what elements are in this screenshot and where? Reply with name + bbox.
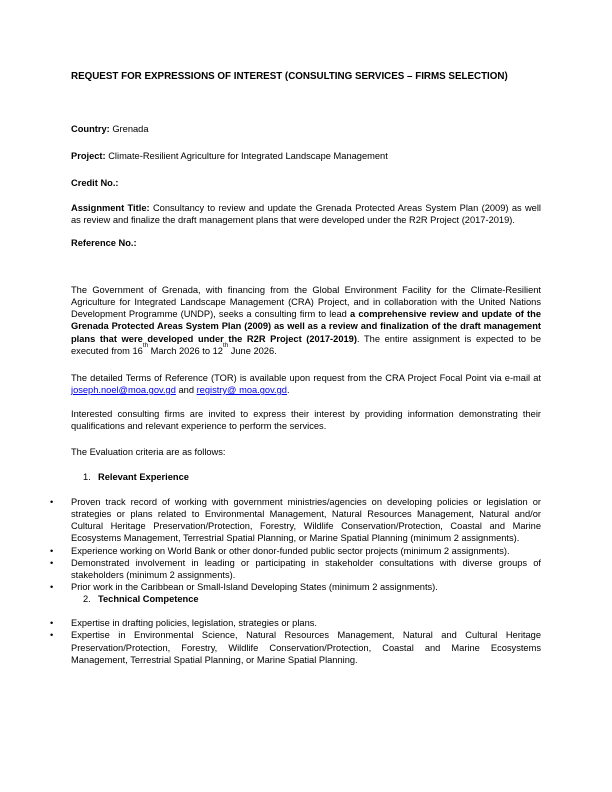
assignment-title-label: Assignment Title: — [71, 203, 150, 214]
bullet-icon: • — [50, 545, 54, 556]
intro-text-before: The Government of Grenada, with financing from the Global Environment Facility for the Climate-Resilient Agriculture for Integrated Landscape Management (CRA) Project, and in collaboration with the United Nations Development Programme (UNDP), seeks a consulting firm to lead — [71, 284, 541, 320]
field-credit-no — [71, 177, 541, 189]
section-heading-technical-competence — [71, 593, 541, 605]
project-label: Project: — [71, 151, 106, 162]
intro-text-mid: March 2026 to 12 — [148, 345, 223, 356]
project-value: Climate-Resilient Agriculture for Integrated Landscape Management — [108, 151, 388, 162]
field-reference-no — [71, 237, 541, 249]
section-title: Relevant Experience — [98, 471, 189, 482]
list-item-text: Expertise in drafting policies, legislation, strategies or plans. — [71, 618, 317, 629]
email-link-registry[interactable]: registry@ moa.gov.gd — [196, 385, 287, 396]
ordinal-suffix: th — [222, 341, 229, 349]
bullet-icon: • — [50, 557, 54, 568]
intro-text-after: . The entire assignment is expected to be executed from 16 — [71, 333, 541, 356]
document-title: REQUEST FOR EXPRESSIONS OF INTEREST (CONSULTING SERVICES – FIRMS SELECTION) — [71, 71, 508, 82]
reference-no-label: Reference No.: — [71, 237, 137, 248]
ordinal-suffix: th — [142, 341, 149, 349]
tor-text-between: and — [175, 385, 197, 396]
list-item-text: Proven track record of working with government ministries/agencies on developing policies or legislation or strategies or plans related to Environmental Management, Natural Resources Management, Natural and/or Cultural Heritage Preservation/Protection, Forestry, Wildlife Conservation/Protection, Coastal and Marine Ecosystems Management, Terrestrial Spatial Planning, or Marine Spatial Planning (minimum 2 assignments). — [71, 496, 541, 544]
list-item-text: Expertise in Environmental Science, Natural Resources Management, Natural and Cultural Heritage Preservation/Protection, Forestry, Wildlife Conservation/Protection, Coastal and Marine Ecosystems Management, Terrestrial Spatial Planning, or Marine Spatial Planning. — [71, 630, 541, 665]
list-item — [50, 496, 541, 545]
field-assignment-title — [71, 202, 541, 226]
interest-paragraph: Interested consulting firms are invited to express their interest by providing information demonstrating their qualifications and relevant experience to perform the services. — [71, 408, 541, 432]
bullet-icon: • — [50, 496, 54, 507]
country-value: Grenada — [112, 124, 149, 135]
field-project — [71, 150, 541, 162]
bullet-icon: • — [50, 630, 54, 641]
list-item-text: Experience working on World Bank or other donor-funded public sector projects (minimum 2 assignments). — [71, 545, 510, 556]
tor-paragraph — [71, 372, 541, 396]
bullet-icon: • — [50, 582, 54, 593]
list-item-text: Demonstrated involvement in leading or participating in stakeholder consultations with diverse groups of stakeholders (minimum 2 assignments). — [71, 557, 541, 580]
field-country — [71, 123, 541, 135]
document-content — [50, 71, 541, 666]
section-title: Technical Competence — [98, 594, 199, 605]
intro-text-end: June 2026. — [228, 345, 277, 356]
relevant-experience-bullet-list — [50, 496, 541, 594]
bullet-icon: • — [50, 618, 54, 629]
country-label: Country: — [71, 124, 110, 135]
list-item — [50, 629, 541, 666]
list-item-text: Prior work in the Caribbean or Small-Island Developing States (minimum 2 assignments). — [71, 582, 438, 593]
email-link-joseph-noel[interactable]: joseph.noel@moa.gov.gd — [71, 385, 176, 396]
intro-paragraph — [71, 284, 541, 357]
section-number: 2. — [83, 594, 91, 605]
section-number: 1. — [83, 471, 91, 482]
list-item — [50, 545, 541, 557]
list-item — [50, 581, 541, 593]
section-heading-relevant-experience — [71, 471, 541, 483]
technical-competence-bullet-list — [50, 617, 541, 666]
tor-text-before: The detailed Terms of Reference (TOR) is available upon request from the CRA Project Focal Point via e-mail at — [71, 372, 541, 383]
tor-text-after: . — [286, 385, 290, 396]
assignment-title-value: Consultancy to review and update the Grenada Protected Areas System Plan (2009) as well as review and finalize the draft management plans that were developed under the R2R Project (2017-2019). — [71, 203, 541, 226]
list-item — [50, 557, 541, 581]
criteria-intro: The Evaluation criteria are as follows: — [71, 446, 226, 457]
list-item — [50, 617, 541, 629]
intro-text-bold: a comprehensive review and update of the Grenada Protected Areas System Plan (2009) as well as a review and finalization of the draft management plans that were developed under the R2R Project (2017-2019) — [71, 309, 541, 344]
credit-no-label: Credit No.: — [71, 178, 119, 189]
